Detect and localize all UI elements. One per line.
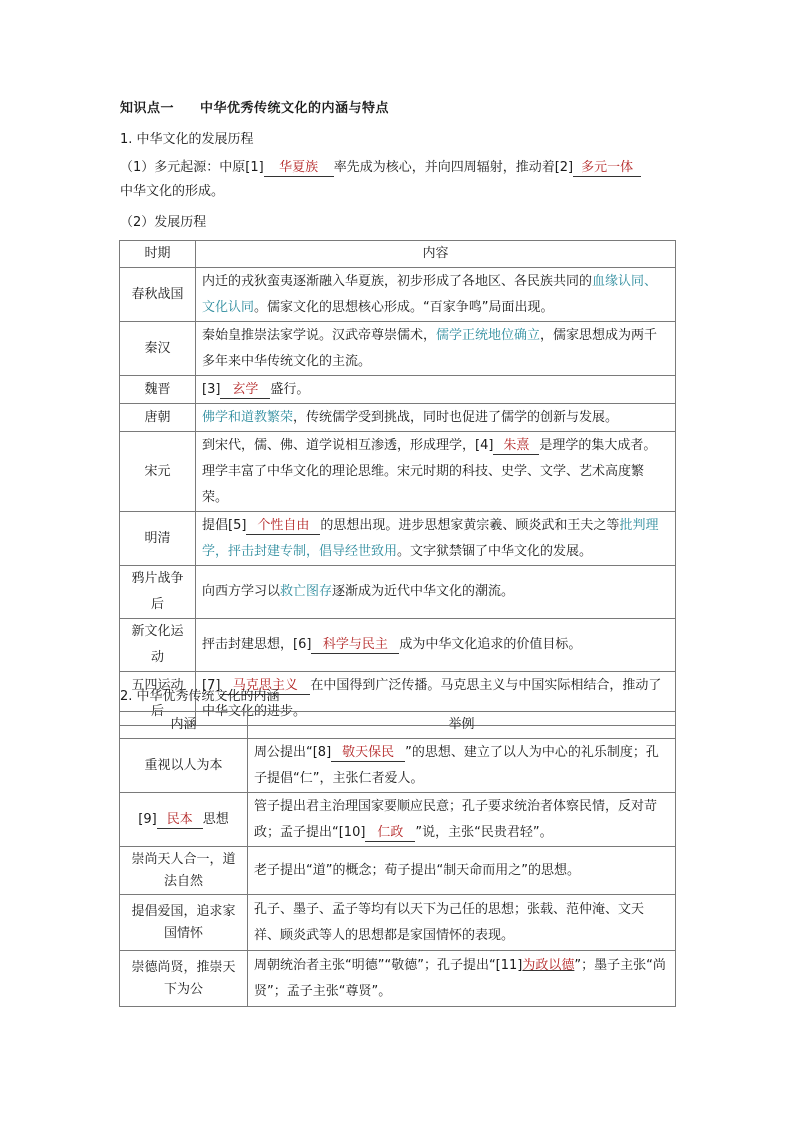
period-cell: 明清 bbox=[120, 512, 196, 566]
header-period: 时期 bbox=[120, 241, 196, 268]
period-cell: 新文化运动 bbox=[120, 619, 196, 672]
content-cell: 抨击封建思想，[6] 科学与民主 成为中华文化追求的价值目标。 bbox=[196, 619, 676, 672]
section-title bbox=[120, 97, 389, 116]
blank-11: 为政以德 bbox=[522, 957, 575, 973]
table-row bbox=[120, 793, 676, 847]
table-header-row bbox=[120, 712, 676, 739]
connotation-cell: 提倡爱国，追求家国情怀 bbox=[120, 895, 248, 951]
knowledge-point-number: 知识点一 bbox=[120, 101, 175, 116]
period-cell: 春秋战国 bbox=[120, 268, 196, 322]
content-cell: 内迁的戎狄蛮夷逐渐融入华夏族，初步形成了各地区、各民族共同的血缘认同、文化认同。儒家文化的思想核心形成。“百家争鸣”局面出现。 bbox=[196, 268, 676, 322]
blank-4: 朱熹 bbox=[493, 438, 539, 455]
period-cell: 鸦片战争后 bbox=[120, 566, 196, 619]
table-row bbox=[120, 404, 676, 432]
blank-7: 马克思主义 bbox=[220, 678, 310, 695]
example-cell: 周朝统治者主张“明德”“敬德”；孔子提出“[11]为政以德”；墨子主张“尚贤”；孟子主张“尊贤”。 bbox=[248, 951, 676, 1007]
example-cell: 老子提出“道”的概念；荀子提出“制天命而用之”的思想。 bbox=[248, 847, 676, 895]
origin-paragraph: （1）多元起源：中原[1] 华夏族 率先成为核心，并向四周辐射，推动着[2] 多元一体 中华文化的形成。 bbox=[120, 156, 680, 204]
period-cell: 五四运动后 bbox=[120, 672, 196, 726]
development-heading: （2）发展历程 bbox=[120, 215, 207, 230]
period-cell: 魏晋 bbox=[120, 376, 196, 404]
content-cell: [3] 玄学 盛行。 bbox=[196, 376, 676, 404]
content-cell: 秦始皇推崇法家学说。汉武帝尊崇儒术，儒学正统地位确立，儒家思想成为两千多年来中华传统文化的主流。 bbox=[196, 322, 676, 376]
content-cell: [7] 马克思主义 在中国得到广泛传播。马克思主义与中国实际相结合，推动了中华文化的进步。 bbox=[196, 672, 676, 726]
example-cell: 周公提出“[8] 敬天保民 ”的思想、建立了以人为中心的礼乐制度；孔子提倡“仁”，主张仁者爱人。 bbox=[248, 739, 676, 793]
blank-8: 敬天保民 bbox=[331, 745, 405, 762]
blank-9: 民本 bbox=[157, 812, 203, 829]
table-row bbox=[120, 895, 676, 951]
knowledge-point-title: 中华优秀传统文化的内涵与特点 bbox=[200, 101, 390, 116]
blank-10: 仁政 bbox=[365, 825, 415, 842]
blank-3: 玄学 bbox=[220, 382, 270, 399]
connotation-cell: 崇德尚贤，推崇天下为公 bbox=[120, 951, 248, 1007]
content-cell: 佛学和道教繁荣，传统儒学受到挑战，同时也促进了儒学的创新与发展。 bbox=[196, 404, 676, 432]
table-header-row bbox=[120, 241, 676, 268]
table-row bbox=[120, 739, 676, 793]
period-cell: 秦汉 bbox=[120, 322, 196, 376]
header-example: 举例 bbox=[248, 712, 676, 739]
example-cell: 孔子、墨子、孟子等均有以天下为己任的思想；张载、范仲淹、文天祥、顾炎武等人的思想都是家国情怀的表现。 bbox=[248, 895, 676, 951]
subsection-heading-1: 1. 中华文化的发展历程 bbox=[120, 132, 254, 147]
table-row bbox=[120, 376, 676, 404]
blank-5: 个性自由 bbox=[246, 518, 320, 535]
connotation-cell: 崇尚天人合一，道法自然 bbox=[120, 847, 248, 895]
connotation-cell: [9] 民本 思想 bbox=[120, 793, 248, 847]
example-cell: 管子提出君主治理国家要顺应民意；孔子要求统治者体察民情，反对苛政；孟子提出“[10] 仁政 ”说，主张“民贵君轻”。 bbox=[248, 793, 676, 847]
table-row bbox=[120, 268, 676, 322]
table-row bbox=[120, 566, 676, 619]
connotation-cell: 重视以人为本 bbox=[120, 739, 248, 793]
period-cell: 唐朝 bbox=[120, 404, 196, 432]
subsection-heading-2: 2. 中华优秀传统文化的内涵 bbox=[120, 689, 280, 704]
table-row bbox=[120, 512, 676, 566]
content-cell: 向西方学习以救亡图存逐渐成为近代中华文化的潮流。 bbox=[196, 566, 676, 619]
table-row bbox=[120, 847, 676, 895]
table-row bbox=[120, 322, 676, 376]
table-row bbox=[120, 951, 676, 1007]
header-connotation: 内涵 bbox=[120, 712, 248, 739]
content-cell: 提倡[5] 个性自由 的思想出现。进步思想家黄宗羲、顾炎武和王夫之等批判理学，抨击封建专制，倡导经世致用。文字狱禁锢了中华文化的发展。 bbox=[196, 512, 676, 566]
development-table bbox=[119, 240, 676, 726]
period-cell: 宋元 bbox=[120, 432, 196, 512]
table-row bbox=[120, 619, 676, 672]
connotation-table bbox=[119, 711, 676, 1007]
table-row bbox=[120, 432, 676, 512]
blank-2: 多元一体 bbox=[573, 160, 641, 177]
content-cell: 到宋代，儒、佛、道学说相互渗透，形成理学，[4] 朱熹 是理学的集大成者。理学丰富了中华文化的理论思维。宋元时期的科技、史学、文学、艺术高度繁荣。 bbox=[196, 432, 676, 512]
blank-6: 科学与民主 bbox=[311, 637, 399, 654]
blank-1: 华夏族 bbox=[264, 160, 334, 177]
header-content: 内容 bbox=[196, 241, 676, 268]
